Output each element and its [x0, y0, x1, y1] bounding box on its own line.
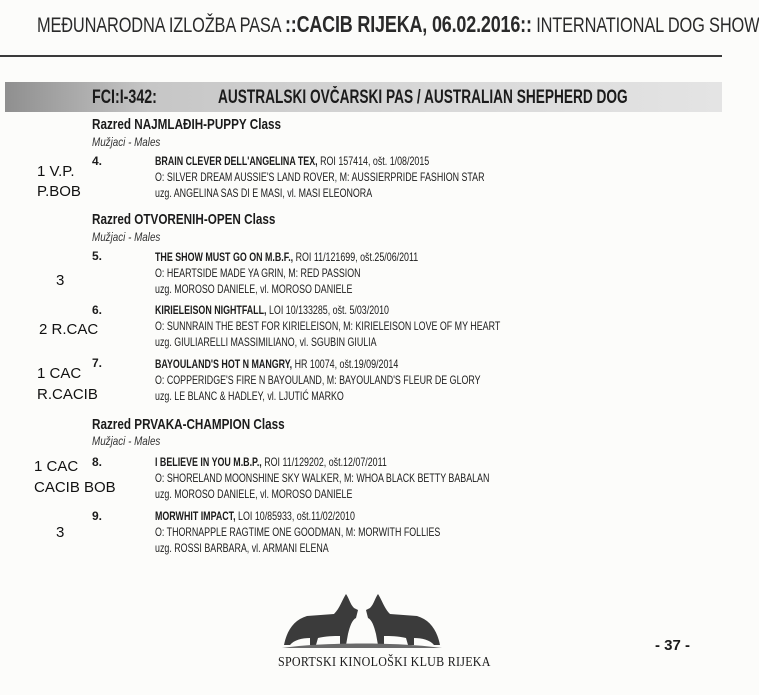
entry-parents: O: SHORELAND MOONSHINE SKY WALKER, M: WHOA BLACK BETTY BABALAN — [155, 471, 490, 485]
entry-breeder: uzg. MOROSO DANIELE, vl. MOROSO DANIELE — [155, 282, 353, 296]
entry-breeder: uzg. ROSSI BARBARA, vl. ARMANI ELENA — [155, 541, 329, 555]
entry-registration: LOI 10/133285, ošt. 5/03/2010 — [268, 303, 389, 317]
entry-number: 9. — [92, 509, 103, 523]
entry-dog-name: KIRIELEISON NIGHTFALL, — [155, 303, 267, 317]
entry-breeder: uzg. ANGELINA SAS DI E MASI, vl. MASI ELEONORA — [155, 186, 373, 200]
entry-title — [155, 358, 398, 370]
entry-result: P.BOB — [37, 183, 81, 200]
entry-title — [155, 155, 429, 167]
entry-result: 1 V.P. — [37, 163, 75, 180]
club-name: SPORTSKI KINOLOŠKI KLUB RIJEKA — [278, 655, 491, 670]
entry-registration: ROI 11/121699, ošt.25/06/2011 — [295, 250, 419, 264]
entry-dog-name: I BELIEVE IN YOU M.B.P., — [155, 455, 262, 469]
entry-parents: O: HEARTSIDE MADE YA GRIN, M: RED PASSION — [155, 266, 361, 280]
class-title: Razred NAJMLAĐIH-PUPPY Class — [92, 116, 281, 133]
entry-registration: ROI 11/129202, ošt.12/07/2011 — [264, 455, 387, 469]
entry-result: CACIB BOB — [34, 479, 116, 496]
entry-dog-name: MORWHIT IMPACT, — [155, 509, 236, 523]
page-number: - 37 - — [655, 637, 691, 654]
entry-result: 3 — [56, 272, 65, 289]
entry-result: R.CACIB — [37, 386, 98, 403]
header-center-text: ::CACIB RIJEKA, 06.02.2016:: — [284, 11, 532, 37]
entry-dog-name: BRAIN CLEVER DELL'ANGELINA TEX, — [155, 154, 318, 168]
breed-code: FCI:I-342: — [92, 87, 157, 108]
entry-result: 2 R.CAC — [39, 321, 99, 338]
class-sex: Mužjaci - Males — [92, 135, 161, 149]
entry-result: 1 CAC — [34, 458, 79, 475]
entry-title — [155, 456, 387, 468]
entry-number: 7. — [92, 356, 103, 370]
entry-breeder: uzg. GIULIARELLI MASSIMILIANO, vl. SGUBIN GIULIA — [155, 335, 377, 349]
club-logo-icon — [282, 590, 442, 650]
entry-title — [155, 510, 355, 522]
entry-title — [155, 251, 418, 263]
entry-breeder: uzg. LE BLANC & HADLEY, vl. LJUTIĆ MARKO — [155, 389, 344, 403]
class-title: Razred OTVORENIH-OPEN Class — [92, 211, 276, 228]
entry-dog-name: THE SHOW MUST GO ON M.B.F., — [155, 250, 294, 264]
header-right-text: INTERNATIONAL DOG SHOW — [536, 14, 759, 37]
entry-parents: O: SILVER DREAM AUSSIE'S LAND ROVER, M: AUSSIERPRIDE FASHION STAR — [155, 170, 485, 184]
entry-parents: O: COPPERIDGE'S FIRE N BAYOULAND, M: BAYOULAND'S FLEUR DE GLORY — [155, 373, 481, 387]
breed-name: AUSTRALSKI OVČARSKI PAS / AUSTRALIAN SHEPHERD DOG — [218, 87, 628, 108]
entry-result: 1 CAC — [37, 365, 82, 382]
entry-number: 6. — [92, 303, 103, 317]
entry-breeder: uzg. MOROSO DANIELE, vl. MOROSO DANIELE — [155, 487, 353, 501]
header-left-text: MEĐUNARODNA IZLOŽBA PASA — [37, 14, 281, 37]
class-title: Razred PRVAKA-CHAMPION Class — [92, 416, 285, 433]
entry-dog-name: BAYOULAND'S HOT N MANGRY, — [155, 357, 293, 371]
entry-title — [155, 304, 389, 316]
class-sex: Mužjaci - Males — [92, 230, 161, 244]
entry-number: 8. — [92, 455, 103, 469]
class-sex: Mužjaci - Males — [92, 434, 161, 448]
page-header — [37, 11, 759, 38]
entry-registration: HR 10074, ošt.19/09/2014 — [294, 357, 399, 371]
entry-registration: ROI 157414, ošt. 1/08/2015 — [320, 154, 430, 168]
entry-parents: O: THORNAPPLE RAGTIME ONE GOODMAN, M: MORWITH FOLLIES — [155, 525, 441, 539]
entry-number: 4. — [92, 154, 103, 168]
entry-number: 5. — [92, 249, 103, 263]
entry-parents: O: SUNNRAIN THE BEST FOR KIRIELEISON, M: KIRIELEISON LOVE OF MY HEART — [155, 319, 501, 333]
entry-registration: LOI 10/85933, ošt.11/02/2010 — [238, 509, 355, 523]
header-divider — [0, 55, 722, 57]
entry-result: 3 — [56, 524, 65, 541]
